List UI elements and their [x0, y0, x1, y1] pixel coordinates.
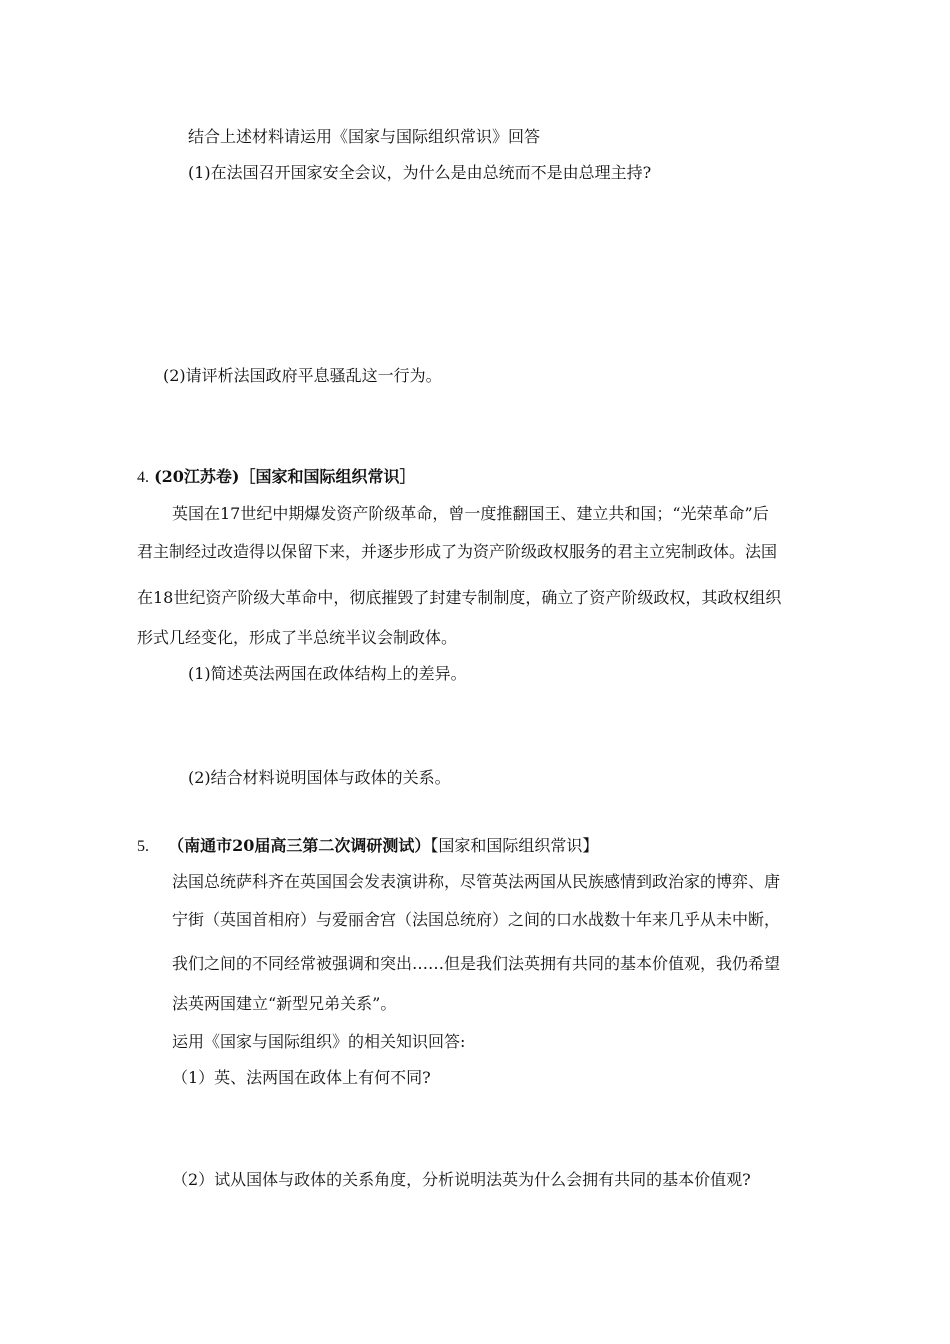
q5-paragraph-line-1: 法国总统萨科齐在英国国会发表演讲称，尽管英法两国从民族感情到政治家的博弈、唐 [172, 872, 781, 891]
q5-sub-question-1: （1）英、法两国在政体上有何不同? [172, 1068, 431, 1087]
q5-topic: 【国家和国际组织常识】 [430, 836, 599, 855]
q3-intro: 结合上述材料请运用《国家与国际组织常识》回答 [188, 127, 541, 146]
q5-sub-question-2: （2）试从国体与政体的关系角度，分析说明法英为什么会拥有共同的基本价值观? [172, 1170, 751, 1189]
q4-paragraph-line-2: 君主制经过改造得以保留下来，并逐步形成了为资产阶级政权服务的君主立宪制政体。法国 [137, 542, 778, 561]
q4-paragraph-line-1: 英国在17世纪中期爆发资产阶级革命，曾一度推翻国王、建立共和国；“光荣革命”后 [172, 504, 769, 523]
q4-source: (20江苏卷)［国家和国际组织常识］ [154, 467, 416, 486]
q5-paragraph-line-3: 我们之间的不同经常被强调和突出……但是我们法英拥有共同的基本价值观，我仍希望 [172, 954, 781, 973]
q4-paragraph-line-4: 形式几经变化，形成了半总统半议会制政体。 [137, 628, 458, 647]
q5-paragraph-line-2: 宁街（英国首相府）与爱丽舍宫（法国总统府）之间的口水战数十年来几乎从未中断， [172, 910, 781, 929]
q4-sub-question-1: (1)简述英法两国在政体结构上的差异。 [188, 664, 467, 683]
q4-sub-question-2: (2)结合材料说明国体与政体的关系。 [188, 768, 451, 787]
q3-sub-question-1: (1)在法国召开国家安全会议，为什么是由总统而不是由总理主持? [188, 163, 652, 182]
q5-paragraph-line-4: 法英两国建立“新型兄弟关系”。 [172, 994, 397, 1013]
q3-sub-question-2: (2)请评析法国政府平息骚乱这一行为。 [163, 366, 442, 385]
q4-header [137, 467, 416, 488]
q5-number: 5. [137, 838, 149, 855]
q4-number: 4. [137, 469, 149, 486]
q5-header [137, 836, 598, 857]
q5-prompt: 运用《国家与国际组织》的相关知识回答: [172, 1032, 466, 1051]
q5-source: （南通市20届高三第二次调研测试） [168, 836, 431, 855]
q4-paragraph-line-3: 在18世纪资产阶级大革命中，彻底摧毁了封建专制制度，确立了资产阶级政权，其政权组织 [137, 588, 782, 607]
